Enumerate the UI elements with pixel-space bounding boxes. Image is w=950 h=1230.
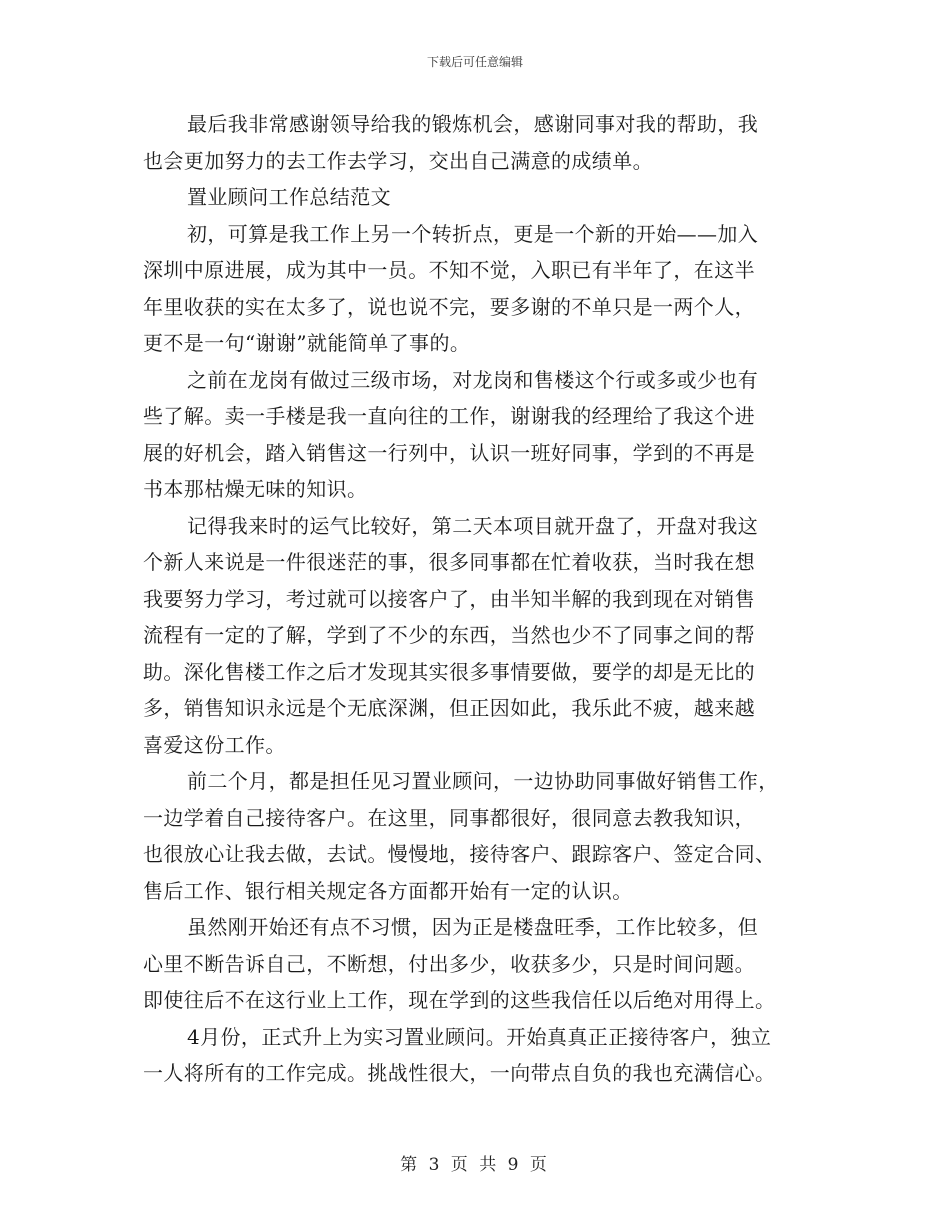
text-line: 个新人来说是一件很迷茫的事，很多同事都在忙着收获，当时我在想 bbox=[143, 550, 755, 574]
text-line: 初，可算是我工作上另一个转折点，更是一个新的开始——加入 bbox=[187, 221, 759, 246]
text-line: 多，销售知识永远是个无底深渊，但正因如此，我乐此不疲，越来越 bbox=[143, 696, 755, 720]
text-line: 心里不断告诉自己，不断想，付出多少，收获多少，只是时间问题。 bbox=[143, 951, 755, 976]
text-line: 前二个月，都是担任见习置业顾问，一边协助同事做好销售工作， bbox=[187, 769, 779, 793]
text-line: 助。深化售楼工作之后才发现其实很多事情要做，要学的却是无比的 bbox=[143, 659, 755, 684]
text-line: 之前在龙岗有做过三级市场，对龙岗和售楼这个行或多或少也有 bbox=[187, 367, 759, 392]
text-line: 展的好机会，踏入销售这一行列中，认识一班好同事，学到的不再是 bbox=[143, 440, 755, 465]
text-line: 记得我来时的运气比较好，第二天本项目就开盘了，开盘对我这 bbox=[187, 513, 759, 538]
text-line: 即使往后不在这行业上工作，现在学到的这些我信任以后绝对用得上。 bbox=[143, 988, 776, 1012]
paragraph-closing-thanks bbox=[143, 106, 807, 179]
paragraph-april-promotion bbox=[143, 1019, 807, 1092]
page-number-footer: 第 3 页 共 9 页 bbox=[400, 1155, 550, 1175]
text-line: 一边学着自己接待客户。在这里，同事都很好，很同意去教我知识， bbox=[143, 805, 755, 830]
text-line: 一人将所有的工作完成。挑战性很大，一向带点自负的我也充满信心。 bbox=[143, 1061, 776, 1085]
text-line: 我要努力学习，考过就可以接客户了，由半知半解的我到现在对销售 bbox=[143, 586, 755, 611]
text-line: 深圳中原进展，成为其中一员。不知不觉，入职已有半年了，在这半 bbox=[143, 258, 755, 282]
text-line: 年里收获的实在太多了，说也说不完，要多谢的不单只是一两个人， bbox=[143, 294, 755, 319]
text-line: 也很放心让我去做，去试。慢慢地，接待客户、跟踪客户、签定合同、 bbox=[143, 842, 776, 866]
text-line: 虽然刚开始还有点不习惯，因为正是楼盘旺季，工作比较多，但 bbox=[187, 915, 759, 939]
text-line: 流程有一定的了解，学到了不少的东西，当然也少不了同事之间的帮 bbox=[143, 623, 755, 647]
paragraph-opening-day bbox=[143, 508, 807, 764]
text-line: 书本那枯燥无味的知识。 bbox=[143, 477, 368, 501]
paragraph-first-months bbox=[143, 763, 807, 909]
text-line: 售后工作、银行相关规定各方面都开始有一定的认识。 bbox=[143, 878, 633, 903]
section-heading bbox=[143, 179, 807, 216]
document-body bbox=[143, 106, 807, 1092]
page-header: 下载后可任意编辑 bbox=[426, 55, 523, 69]
text-line: 最后我非常感谢领导给我的锻炼机会，感谢同事对我的帮助，我 bbox=[187, 112, 759, 136]
text-line: 些了解。卖一手楼是我一直向往的工作，谢谢我的经理给了我这个进 bbox=[143, 404, 755, 428]
paragraph-intro bbox=[143, 216, 807, 362]
paragraph-adjustment bbox=[143, 909, 807, 1019]
text-line: 更不是一句“谢谢”就能简单了事的。 bbox=[143, 331, 471, 355]
section-title: 置业顾问工作总结范文 bbox=[187, 185, 391, 209]
text-line: 也会更加努力的去工作去学习，交出自己满意的成绩单。 bbox=[143, 148, 653, 173]
paragraph-background bbox=[143, 362, 807, 508]
text-line: 4月份，正式升上为实习置业顾问。开始真真正正接待客户，独立 bbox=[187, 1024, 772, 1049]
text-line: 喜爱这份工作。 bbox=[143, 732, 286, 757]
